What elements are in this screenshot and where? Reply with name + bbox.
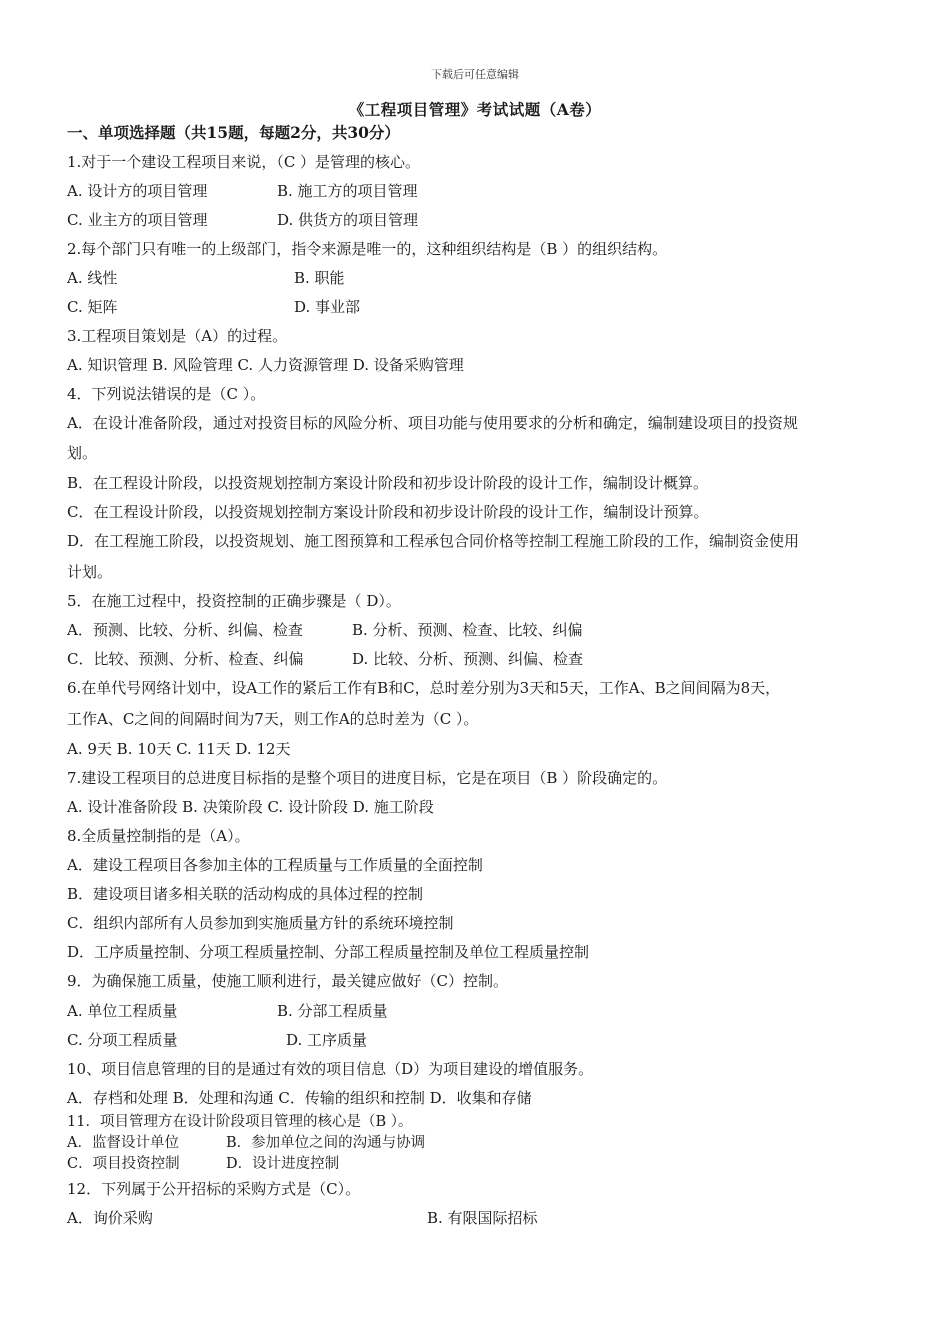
question-10-options: A．存档和处理 B．处理和沟通 C．传输的组织和控制 D．收集和存储 [67, 1089, 532, 1107]
question-7-options: A. 设计准备阶段 B. 决策阶段 C. 设计阶段 D. 施工阶段 [67, 798, 434, 816]
question-6-stem-line2: 工作A、C之间的间隔时间为7天，则工作A的总时差为（C ）。 [67, 710, 479, 728]
question-4-option-a-line1: A．在设计准备阶段，通过对投资目标的风险分析、项目功能与使用要求的分析和确定，编制建设项目的投资规 [67, 414, 798, 432]
question-7-stem: 7.建设工程项目的总进度目标指的是整个项目的进度目标，它是在项目（B ）阶段确定的。 [67, 769, 668, 787]
question-11-stem: 11．项目管理方在设计阶段项目管理的核心是（B ）。 [67, 1114, 413, 1130]
question-4-stem: 4．下列说法错误的是（C ）。 [67, 385, 266, 403]
question-6-options: A. 9天 B. 10天 C. 11天 D. 12天 [67, 740, 291, 758]
question-4-option-b: B．在工程设计阶段，以投资规划控制方案设计阶段和初步设计阶段的设计工作，编制设计概算。 [67, 474, 709, 492]
question-12-option-b: B. 有限国际招标 [427, 1209, 538, 1227]
question-5-option-b: B. 分析、预测、检查、比较、纠偏 [352, 621, 583, 639]
question-1-option-b: B. 施工方的项目管理 [277, 182, 418, 200]
question-2-option-c: C. 矩阵 [67, 298, 118, 316]
question-8-option-d: D．工序质量控制、分项工程质量控制、分部工程质量控制及单位工程质量控制 [67, 943, 590, 961]
question-9-option-d: D. 工序质量 [286, 1031, 368, 1049]
question-1-option-c: C. 业主方的项目管理 [67, 211, 208, 229]
question-11-option-c: C．项目投资控制 [67, 1156, 180, 1172]
question-8-option-a: A．建设工程项目各参加主体的工程质量与工作质量的全面控制 [67, 856, 483, 874]
question-2-option-b: B. 职能 [294, 269, 345, 287]
question-9-option-c: C. 分项工程质量 [67, 1031, 178, 1049]
question-3-options: A. 知识管理 B. 风险管理 C. 人力资源管理 D. 设备采购管理 [67, 356, 464, 374]
question-3-stem: 3.工程项目策划是（A）的过程。 [67, 327, 288, 345]
question-1-stem: 1.对于一个建设工程项目来说，（C ）是管理的核心。 [67, 153, 421, 171]
question-4-option-d-line1: D．在工程施工阶段，以投资规划、施工图预算和工程承包合同价格等控制工程施工阶段的工作，编制资金使用 [67, 532, 800, 550]
question-4-option-c: C．在工程设计阶段，以投资规划控制方案设计阶段和初步设计阶段的设计工作，编制设计预算。 [67, 503, 709, 521]
question-9-option-b: B. 分部工程质量 [277, 1002, 388, 1020]
question-5-option-c: C．比较、预测、分析、检查、纠偏 [67, 650, 304, 668]
page-title: 《工程项目管理》考试试题（A卷） [348, 100, 602, 119]
question-1-option-a: A. 设计方的项目管理 [67, 182, 208, 200]
question-12-stem: 12．下列属于公开招标的采购方式是（C）。 [67, 1180, 361, 1198]
question-5-option-d: D. 比较、分析、预测、纠偏、检查 [352, 650, 584, 668]
question-11-option-b: B．参加单位之间的沟通与协调 [226, 1135, 426, 1151]
header-note: 下载后可任意编辑 [431, 68, 519, 81]
question-12-option-a: A．询价采购 [67, 1209, 153, 1227]
question-11-option-d: D．设计进度控制 [226, 1156, 340, 1172]
question-9-option-a: A. 单位工程质量 [67, 1002, 178, 1020]
question-8-option-c: C．组织内部所有人员参加到实施质量方针的系统环境控制 [67, 914, 454, 932]
question-2-option-a: A. 线性 [67, 269, 118, 287]
section-heading: 一、单项选择题（共15题，每题2分，共30分） [67, 123, 400, 142]
question-4-option-d-line2: 计划。 [67, 563, 113, 581]
question-1-option-d: D. 供货方的项目管理 [277, 211, 419, 229]
question-6-stem-line1: 6.在单代号网络计划中，设A工作的紧后工作有B和C，总时差分别为3天和5天，工作A、B之间间隔为8天， [67, 679, 781, 697]
question-11-option-a: A．监督设计单位 [67, 1135, 179, 1151]
question-2-option-d: D. 事业部 [294, 298, 361, 316]
question-10-stem: 10、项目信息管理的目的是通过有效的项目信息（D）为项目建设的增值服务。 [67, 1060, 594, 1078]
question-9-stem: 9．为确保施工质量，使施工顺利进行，最关键应做好（C）控制。 [67, 972, 509, 990]
question-8-option-b: B．建设项目诸多相关联的活动构成的具体过程的控制 [67, 885, 424, 903]
question-5-option-a: A．预测、比较、分析、纠偏、检查 [67, 621, 303, 639]
question-8-stem: 8.全质量控制指的是（A）。 [67, 827, 250, 845]
question-5-stem: 5．在施工过程中，投资控制的正确步骤是（ D）。 [67, 592, 401, 610]
question-2-stem: 2.每个部门只有唯一的上级部门，指令来源是唯一的，这种组织结构是（B ）的组织结构。 [67, 240, 668, 258]
question-4-option-a-line2: 划。 [67, 444, 98, 462]
